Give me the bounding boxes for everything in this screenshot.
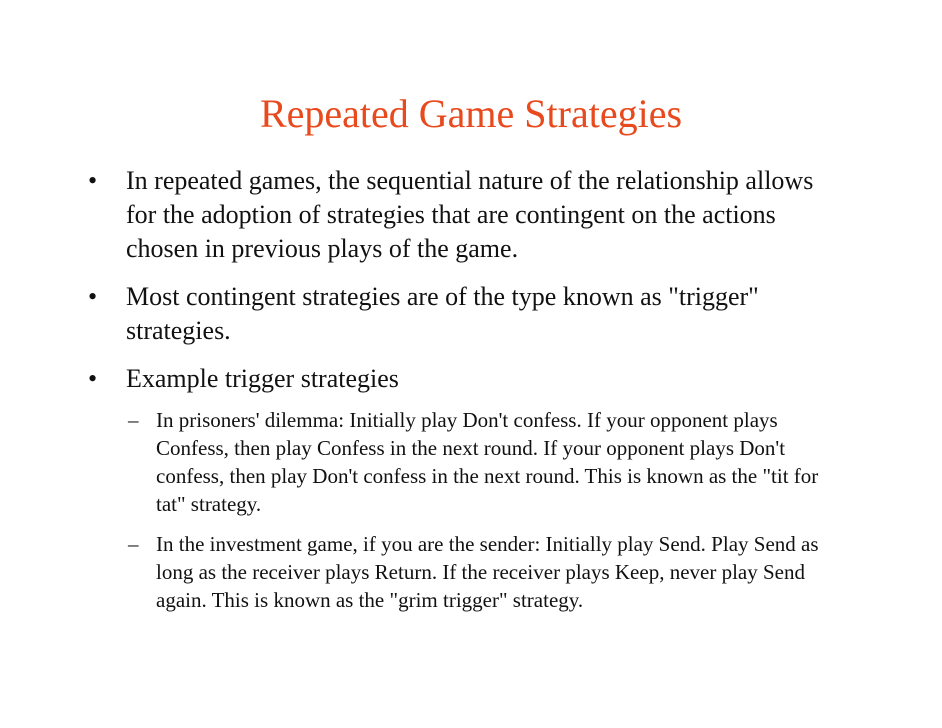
bullet-item	[88, 280, 848, 348]
bullet-marker: •	[88, 282, 98, 311]
sub-bullet-item	[118, 406, 848, 518]
sub-bullet-marker: –	[128, 532, 139, 556]
bullet-text: Example trigger strategies	[126, 364, 399, 393]
sub-bullet-item	[118, 530, 848, 614]
bullet-marker: •	[88, 364, 98, 393]
bullet-text: In repeated games, the sequential nature of the relationship allows for the adoption of strategies that are contingent on the actions chosen in previous plays of the game.	[126, 166, 814, 263]
sub-bullet-marker: –	[128, 408, 139, 432]
sub-bullet-text: In prisoners' dilemma: Initially play Don't confess. If your opponent plays Confess, then play Confess in the next round. If your opponent plays Don't confess, then play Don't confess in the next round. This is known as the "tit for tat" strategy.	[156, 408, 819, 516]
bullet-item	[88, 164, 848, 266]
bullet-text: Most contingent strategies are of the type known as "trigger" strategies.	[126, 282, 759, 345]
bullet-list	[88, 164, 848, 628]
slide-title: Repeated Game Strategies	[259, 91, 683, 136]
sub-bullet-list	[118, 406, 848, 614]
sub-bullet-text: In the investment game, if you are the sender: Initially play Send. Play Send as long as the receiver plays Return. If the receiver plays Keep, never play Send again. This is known as the "grim trigger" strategy.	[156, 532, 819, 612]
bullet-marker: •	[88, 166, 98, 195]
bullet-item	[88, 362, 848, 614]
